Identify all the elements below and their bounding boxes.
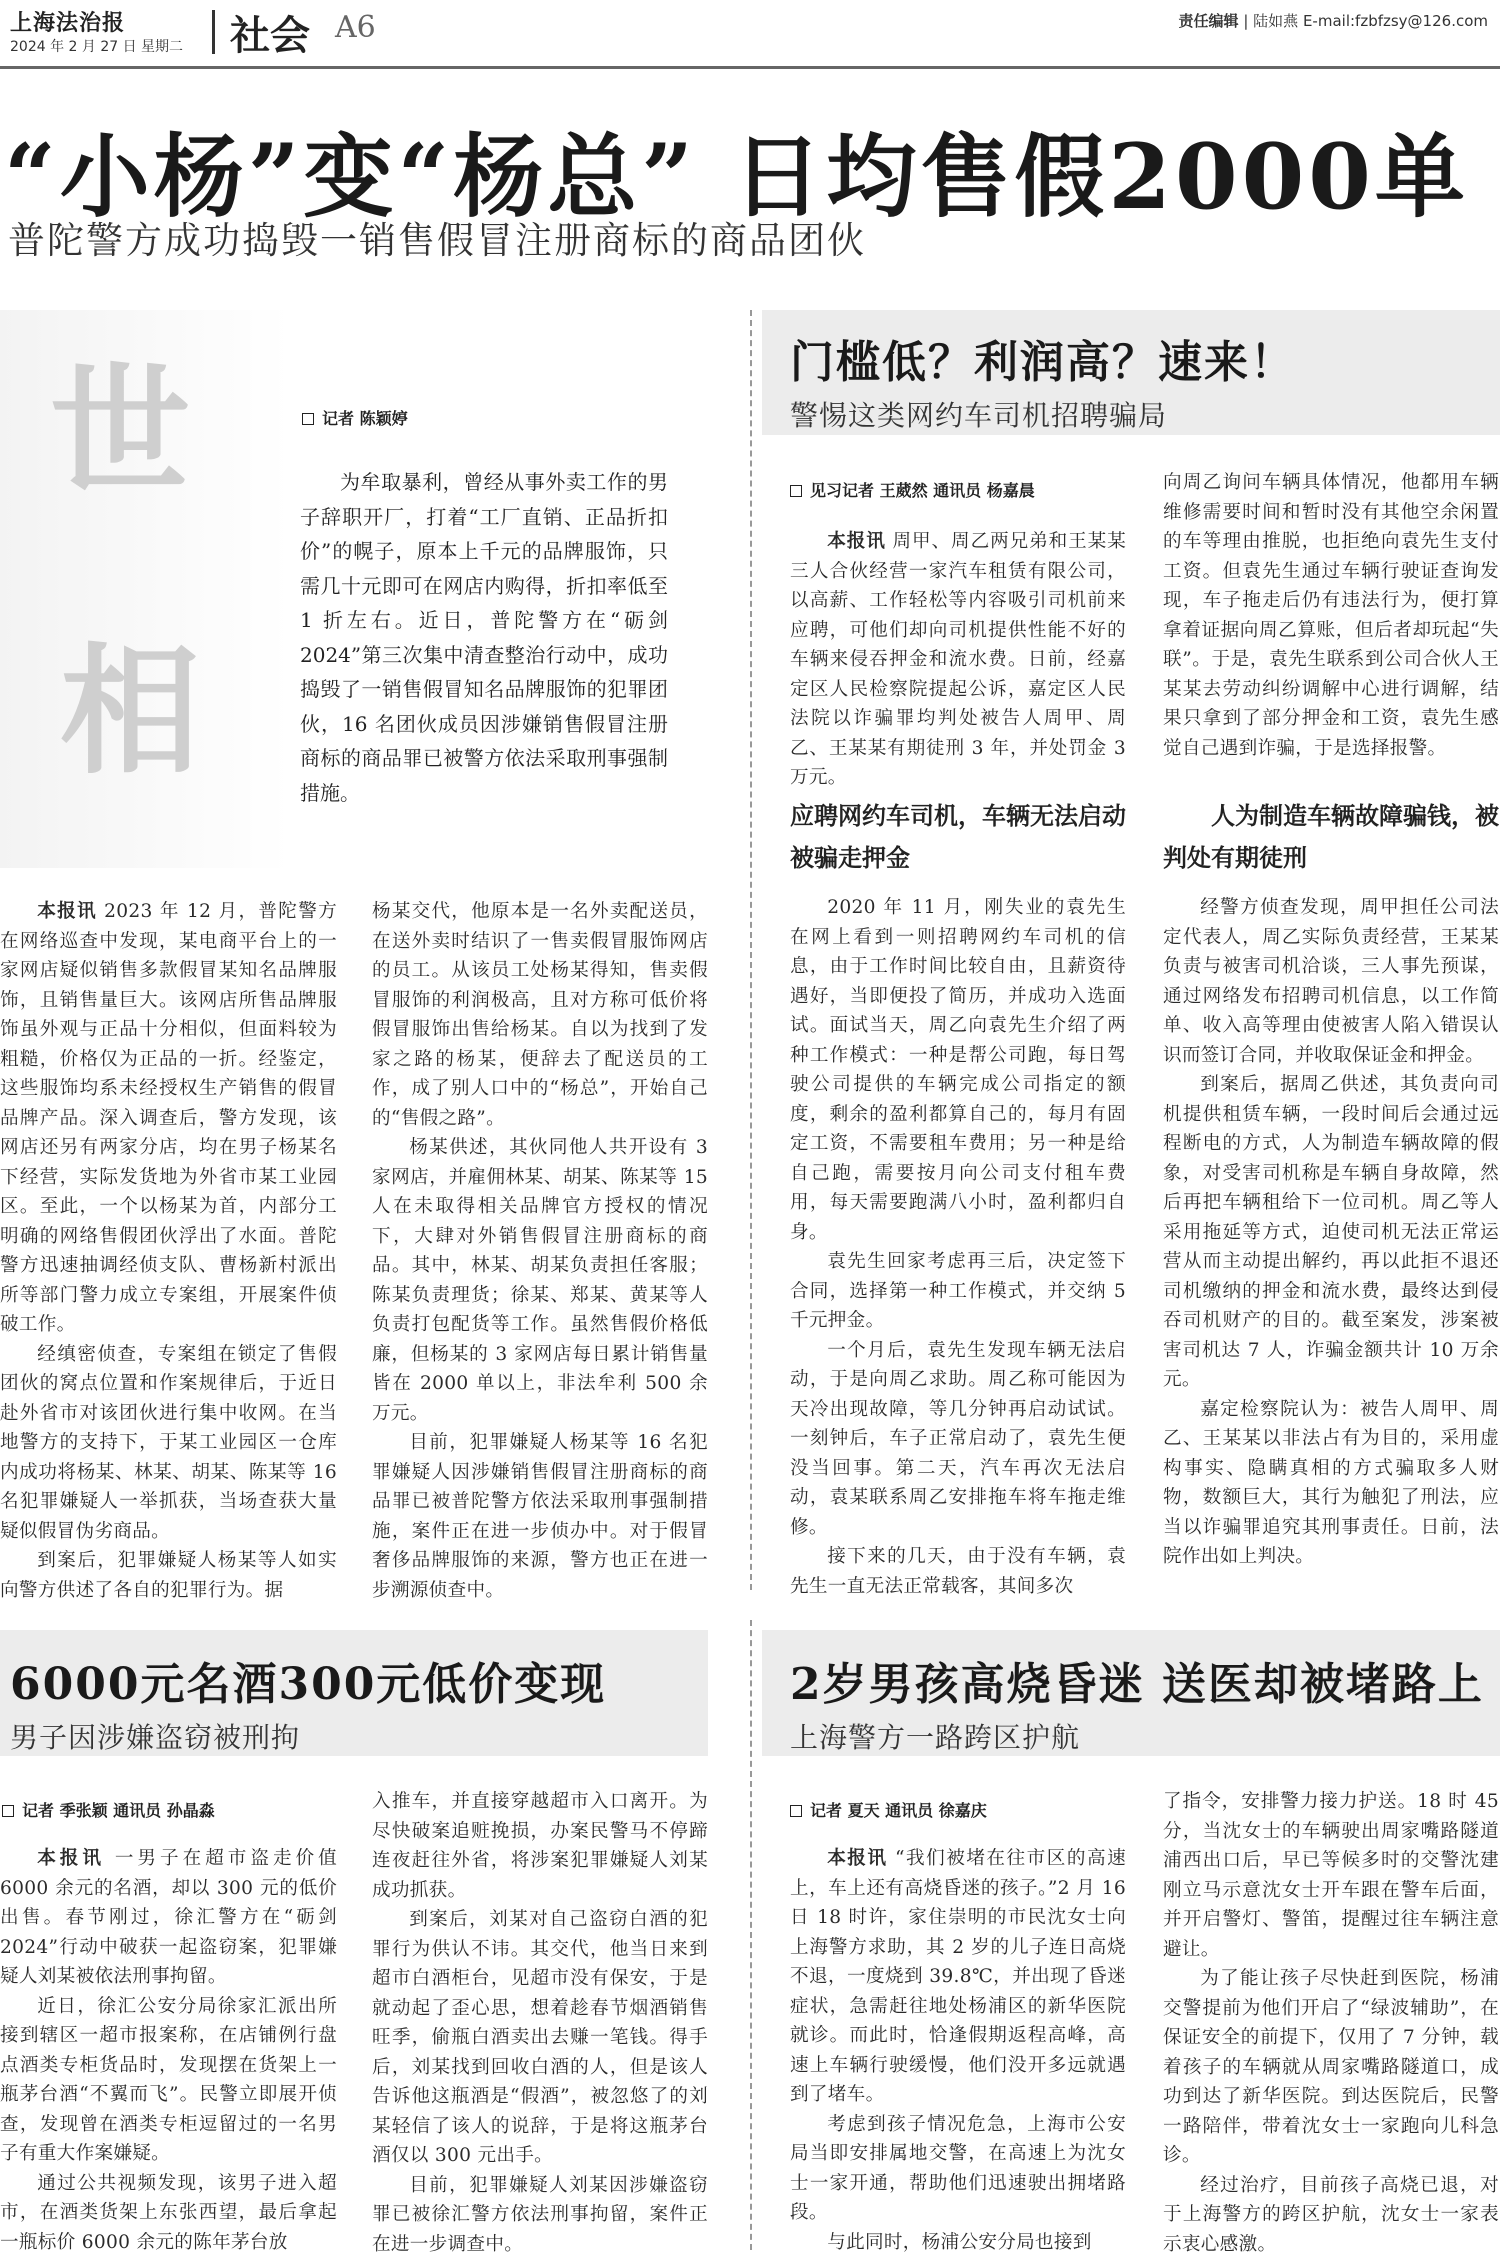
byline-box-icon bbox=[302, 413, 314, 425]
paragraph: 到案后，刘某对自己盗窃白酒的犯罪行为供认不讳。其交代，他当日来到超市白酒柜台，见超市没有保安，于是就动起了歪心思，想着趁春节烟酒销售旺季，偷瓶白酒卖出去赚一笔钱。得手后，刘某找到回收白酒的人，但是该人告诉他这瓶酒是“假酒”，被忽悠了的刘某轻信了该人的说辞，于是将这瓶茅台酒仅以 300 元出手。 bbox=[372, 1909, 708, 2166]
paragraph: 本报讯 一男子在超市盗走价值 6000 余元的名酒，却以 300 元的低价出售。春节刚过，徐汇警方在“砺剑 2024”行动中破获一起盗窃案，犯罪嫌疑人刘某被依法刑事拘留。 bbox=[0, 1848, 338, 1987]
paragraph: 考虑到孩子情况危急，上海市公安局当即安排属地交警，在高速上为沈女士一家开通，帮助他们迅速驶出拥堵路段。 bbox=[790, 2113, 1126, 2223]
liquor-col1 bbox=[0, 1844, 337, 2253]
intro-paragraph: 为牟取暴利，曾经从事外卖工作的男子辞职开厂，打着“工厂直销、正品折扣价”的幌子，原本上千元的品牌服饰，只需几十元即可在网店内购得，折扣率低至 1 折左右。近日，普陀警方在“砺剑 2024”第三次集中清查整治行动中，成功捣毁了一销售假冒知名品牌服饰的犯罪团伙，16 名团伙成员因涉嫌销售假冒注册商标的商品罪已被警方依法采取刑事强制措施。 bbox=[300, 470, 668, 805]
paragraph: 杨某供述，其伙同他人共开设有 3 家网店，并雇佣林某、胡某、陈某等 15 人在未取得相关品牌官方授权的情况下，大肆对外销售假冒注册商标的商品。其中，林某、胡某负责担任客服；陈某负责理货；徐某、郑某、黄某等人负责打包配货等工作。虽然售假价格低廉，但杨某的 3 家网店每日累计销售量皆在 2000 单以上，非法牟利 500 余万元。 bbox=[372, 1137, 708, 1424]
carhire-col2-bottom bbox=[1163, 893, 1499, 1572]
paragraph: 通过公共视频发现，该男子进入超市，在酒类货架上东张西望，最后拿起一瓶标价 6000 余元的陈年茅台放 bbox=[0, 2172, 337, 2253]
column-divider bbox=[750, 310, 752, 1590]
banner-char-1: 世 bbox=[50, 350, 191, 514]
paragraph: 了指令，安排警力接力护送。18 时 45 分，当沈女士的车辆驶出周家嘴路隧道浦西出口后，早已等候多时的交警沈建刚立马示意沈女士开车跟在警车后面，并开启警灯、警笛，提醒过往车辆注意避让。 bbox=[1163, 1791, 1499, 1960]
byline-box-icon bbox=[790, 485, 802, 497]
paragraph: 近日，徐汇公安分局徐家汇派出所接到辖区一超市报案称，在店铺例行盘点酒类专柜货品时，发现摆在货架上一瓶茅台酒“不翼而飞”。民警立即展开侦查，发现曾在酒类专柜逗留过的一名男子有重大作案嫌疑。 bbox=[0, 1995, 337, 2164]
carhire-subhead-2: 人为制造车辆故障骗钱，被判处有期徒刑 bbox=[1163, 802, 1499, 872]
editor-email: E-mail:fzbfzsy@126.com bbox=[1302, 12, 1488, 30]
header-rule bbox=[0, 66, 1500, 69]
paragraph: 嘉定检察院认为：被告人周甲、周乙、王某某以非法占有为目的，采用虚构事实、隐瞒真相的方式骗取多人财物，数额巨大，其行为触犯了刑法，应当以诈骗罪追究其刑事责任。日前，法院作出如上判决。 bbox=[1163, 1398, 1499, 1567]
byline-text: 记者 季张颖 通讯员 孙晶淼 bbox=[22, 1801, 215, 1820]
escort-col2 bbox=[1163, 1787, 1499, 2253]
carhire-col2-top bbox=[1163, 468, 1499, 763]
main-headline: “小杨”变“杨总” 日均售假2000单 bbox=[4, 124, 1469, 230]
paragraph: 目前，犯罪嫌疑人杨某等 16 名犯罪嫌疑人因涉嫌销售假冒注册商标的商品罪已被普陀警方依法采取刑事强制措施，案件正在进一步侦办中。对于假冒奢侈品牌服饰的来源，警方也正在进一步溯源侦查中。 bbox=[372, 1432, 708, 1601]
paragraph: 本报讯 周甲、周乙两兄弟和王某某三人合伙经营一家汽车租赁有限公司，以高薪、工作轻松等内容吸引司机前来应聘，可他们却向司机提供性能不好的车辆来侵吞押金和流水费。日前，经嘉定区人民检察院提起公诉，嘉定区人民法院以诈骗罪均判处被告人周甲、周乙、王某某有期徒刑 3 年，并处罚金 3 万元。 bbox=[790, 531, 1127, 788]
paragraph: 经警方侦查发现，周甲担任公司法定代表人，周乙实际负责经营，王某某负责与被害司机洽谈，三人事先预谋，通过网络发布招聘司机信息，以工作简单、收入高等理由使被害人陷入错误认识而签订合同，并收取保证金和押金。 bbox=[1163, 897, 1499, 1066]
article-subtitle-liquor: 男子因涉嫌盗窃被刑拘 bbox=[10, 1721, 301, 1754]
paragraph: 一个月后，袁先生发现车辆无法启动，于是向周乙求助。周乙称可能因为天冷出现故障，等几分钟再启动试试。一刻钟后，车子正常启动了，袁先生便没当回事。第二天，汽车再次无法启动，袁某联系周乙安排拖车将车拖走维修。 bbox=[790, 1339, 1126, 1538]
paragraph: 经过治疗，目前孩子高烧已退，对于上海警方的跨区护航，沈女士一家表示衷心感激。 bbox=[1163, 2174, 1499, 2253]
liquor-byline bbox=[2, 1798, 215, 1821]
paragraph: 杨某交代，他原本是一名外卖配送员，在送外卖时结识了一售卖假冒服饰网店的员工。从该员工处杨某得知，售卖假冒服饰的利润极高，且对方称可低价将假冒服饰出售给杨某。自以为找到了发家之路的杨某，便辞去了配送员的工作，成了别人口中的“杨总”，开始自己的“售假之路”。 bbox=[372, 901, 708, 1129]
main-byline bbox=[302, 406, 408, 429]
paragraph: 目前，犯罪嫌疑人刘某因涉嫌盗窃罪已被徐汇警方依法刑事拘留，案件正在进一步调查中。 bbox=[372, 2174, 708, 2253]
liquor-col2 bbox=[372, 1787, 708, 2253]
carhire-subhead-1: 应聘网约车司机，车辆无法启动被骗走押金 bbox=[790, 802, 1126, 872]
byline-text: 见习记者 王葳然 通讯员 杨嘉晨 bbox=[810, 481, 1035, 500]
paragraph: 2020 年 11 月，刚失业的袁先生在网上看到一则招聘网约车司机的信息，由于工作时间比较自由，且薪资待遇好，当即便投了简历，并成功入选面试。面试当天，周乙向袁先生介绍了两种工作模式：一种是帮公司跑，每日驾驶公司提供的车辆完成公司指定的额度，剩余的盈利都算自己的，每月有固定工资，不需要租车费用；另一种是给自己跑，需要按月向公司支付租车费用，每天需要跑满八小时，盈利都归自身。 bbox=[790, 897, 1126, 1243]
carhire-col1-bottom bbox=[790, 893, 1126, 1601]
byline-box-icon bbox=[2, 1805, 14, 1817]
paragraph: 本报讯 “我们被堵在往市区的高速上，车上还有高烧昏迷的孩子。”2 月 16 日 18 时许，家住崇明的市民沈女士向上海警方求助，其 2 岁的儿子连日高烧不退，一度烧到 39.8℃，并出现了昏迷症状，急需赶往地处杨浦区的新华医院就诊。而此时，恰逢假期返程高峰，高速上车辆行驶缓慢，他们没开多远就遇到了堵车。 bbox=[790, 1848, 1126, 2105]
paragraph: 接下来的几天，由于没有车辆，袁先生一直无法正常载客，其间多次 bbox=[790, 1546, 1126, 1597]
escort-byline bbox=[790, 1798, 987, 1821]
paragraph: 入推车，并直接穿越超市入口离开。为尽快破案追赃挽损，办案民警马不停蹄连夜赶往外省，将涉案犯罪嫌疑人刘某成功抓获。 bbox=[372, 1791, 708, 1901]
carhire-col1-top bbox=[790, 527, 1126, 793]
paragraph: 到案后，犯罪嫌疑人杨某等人如实向警方供述了各自的犯罪行为。据 bbox=[0, 1550, 337, 1601]
editor-label: 责任编辑 bbox=[1178, 12, 1239, 30]
header-divider bbox=[212, 10, 215, 54]
page-number: A6 bbox=[335, 10, 376, 45]
article-title-liquor: 6000元名酒300元低价变现 bbox=[10, 1659, 607, 1710]
paragraph: 向周乙询问车辆具体情况，他都用车辆维修需要时间和暂时没有其他空余闲置的车等理由推脱，也拒绝向袁先生支付工资。但袁先生通过车辆行驶证查询发现，车子拖走后仍有违法行为，便打算拿着证据向周乙算账，但后者却玩起“失联”。于是，袁先生联系到公司合伙人王某某去劳动纠纷调解中心进行调解，结果只拿到了部分押金和工资，袁先生感觉自己遇到诈骗，于是选择报警。 bbox=[1163, 472, 1499, 759]
paragraph: 本报讯 2023 年 12 月，普陀警方在网络巡查中发现，某电商平台上的一家网店疑似销售多款假冒某知名品牌服饰，且销售量巨大。该网店所售品牌服饰虽外观与正品十分相似，但面料较为粗糙，价格仅为正品的一折。经鉴定，这些服饰均系未经授权生产销售的假冒品牌产品。深入调查后，警方发现，该网店还另有两家分店，均在男子杨某名下经营，实际发货地为外省市某工业园区。至此，一个以杨某为首，内部分工明确的网络售假团伙浮出了水面。普陀警方迅速抽调经侦支队、曹杨新村派出所等部门警力成立专案组，开展案件侦破工作。 bbox=[0, 901, 337, 1335]
article-title-carhire: 门槛低？利润高？速来！ bbox=[790, 337, 1296, 388]
banner-char-2: 相 bbox=[60, 630, 201, 794]
paragraph: 为了能让孩子尽快赶到医院，杨浦交警提前为他们开启了“绿波辅助”，在保证安全的前提下，仅用了 7 分钟，载着孩子的车辆就从周家嘴路隧道口，成功到达了新华医院。到达医院后，民警一路陪伴，带着沈女士一家跑向儿科急诊。 bbox=[1163, 1968, 1499, 2166]
carhire-byline bbox=[790, 478, 1035, 501]
newspaper-logo: 上海法治报 bbox=[10, 10, 126, 36]
article-title-escort: 2岁男孩高烧昏迷 送医却被堵路上 bbox=[790, 1659, 1484, 1710]
column-banner bbox=[0, 310, 290, 868]
byline-text: 记者 陈颖婷 bbox=[322, 409, 408, 428]
column-divider bbox=[750, 1620, 752, 2250]
byline-box-icon bbox=[790, 1805, 802, 1817]
main-body-col1 bbox=[0, 897, 337, 1605]
byline-text: 记者 夏天 通讯员 徐嘉庆 bbox=[810, 1801, 987, 1820]
paragraph: 与此同时，杨浦公安分局也接到 bbox=[827, 2231, 1092, 2253]
issue-date: 2024 年 2 月 27 日 星期二 bbox=[10, 39, 184, 55]
editor-info: 责任编辑 | 陆如燕 E-mail:fzbfzsy@126.com bbox=[1178, 12, 1488, 30]
editor-name: 陆如燕 bbox=[1253, 12, 1299, 30]
paragraph: 到案后，据周乙供述，其负责向司机提供租赁车辆，一段时间后会通过远程断电的方式，人为制造车辆故障的假象，对受害司机称是车辆自身故障，然后再把车辆租给下一位司机。周乙等人采用拖延等方式，迫使司机无法正常运营从而主动提出解约，再以此拒不退还司机缴纳的押金和流水费，最终达到侵吞司机财产的目的。截至案发，涉案被害司机达 7 人，诈骗金额共计 10 万余元。 bbox=[1163, 1074, 1499, 1390]
article-subtitle-carhire: 警惕这类网约车司机招聘骗局 bbox=[790, 399, 1168, 432]
paragraph: 袁先生回家考虑再三后，决定签下合同，选择第一种工作模式，并交纳 5 千元押金。 bbox=[790, 1251, 1126, 1331]
section-name: 社会 bbox=[230, 12, 310, 59]
escort-col1 bbox=[790, 1844, 1126, 2253]
article-subtitle-escort: 上海警方一路跨区护航 bbox=[790, 1721, 1081, 1754]
main-intro bbox=[300, 465, 668, 810]
paragraph: 经缜密侦查，专案组在锁定了售假团伙的窝点位置和作案规律后，于近日赴外省市对该团伙进行集中收网。在当地警方的支持下，于某工业园区一仓库内成功将杨某、林某、胡某、陈某等 16 名犯罪嫌疑人一举抓获，当场查获大量疑似假冒伪劣商品。 bbox=[0, 1343, 337, 1542]
main-body-col2 bbox=[372, 897, 708, 1605]
main-subheadline: 普陀警方成功捣毁一销售假冒注册商标的商品团伙 bbox=[8, 219, 866, 262]
